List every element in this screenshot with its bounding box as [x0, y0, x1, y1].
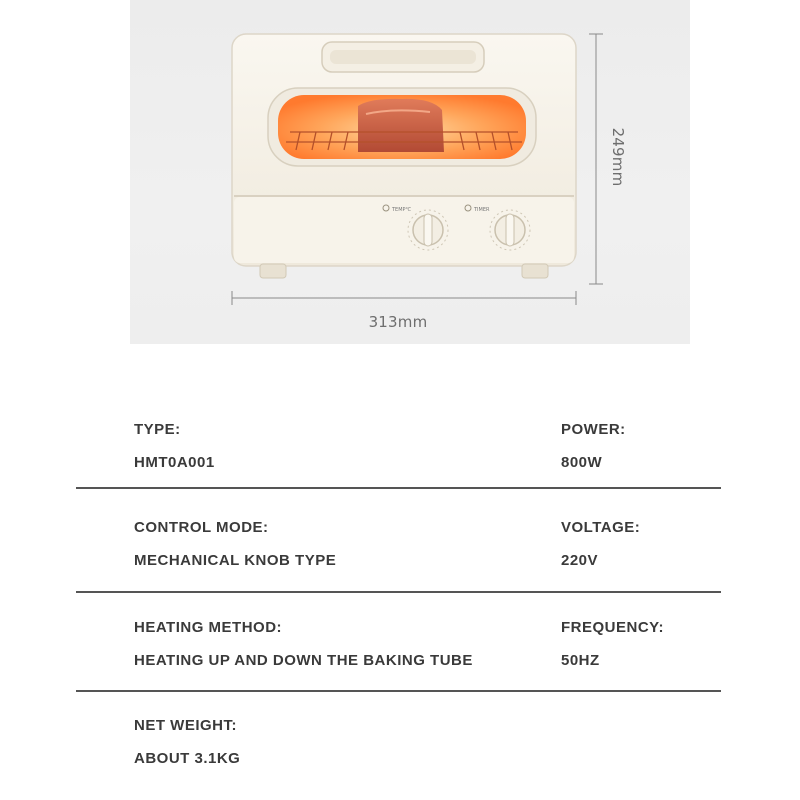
spec-value: HEATING UP AND DOWN THE BAKING TUBE — [134, 652, 473, 669]
product-photo — [130, 0, 690, 344]
height-dimension-label: 249mm — [609, 127, 627, 187]
spec-label: NET WEIGHT: — [134, 717, 237, 734]
toaster-oven-illustration — [130, 0, 690, 344]
spec-row-heating-frequency — [0, 619, 800, 689]
row-divider — [76, 690, 721, 692]
timer-label: TIMER — [474, 207, 490, 213]
row-divider — [76, 487, 721, 489]
spec-value: ABOUT 3.1KG — [134, 750, 241, 767]
foot-right — [522, 264, 548, 278]
spec-value: 220V — [561, 552, 599, 569]
spec-label: HEATING METHOD: — [134, 619, 283, 636]
height-dimension-line — [589, 34, 603, 284]
spec-value: MECHANICAL KNOB TYPE — [134, 552, 337, 569]
spec-value: HMT0A001 — [134, 454, 215, 471]
width-dimension-line — [232, 291, 576, 305]
spec-label: VOLTAGE: — [561, 519, 641, 536]
spec-label: TYPE: — [134, 421, 181, 438]
spec-label: CONTROL MODE: — [134, 519, 269, 536]
foot-left — [260, 264, 286, 278]
spec-label: FREQUENCY: — [561, 619, 665, 636]
width-dimension-label: 313mm — [368, 313, 428, 331]
spec-row-type-power — [0, 421, 800, 491]
temp-label: TEMP℃ — [392, 207, 412, 213]
spec-row-control-voltage — [0, 519, 800, 589]
spec-value: 50HZ — [561, 652, 600, 669]
spec-row-weight — [0, 717, 800, 787]
spec-label: POWER: — [561, 421, 626, 438]
spec-value: 800W — [561, 454, 603, 471]
bread — [358, 99, 444, 152]
row-divider — [76, 591, 721, 593]
